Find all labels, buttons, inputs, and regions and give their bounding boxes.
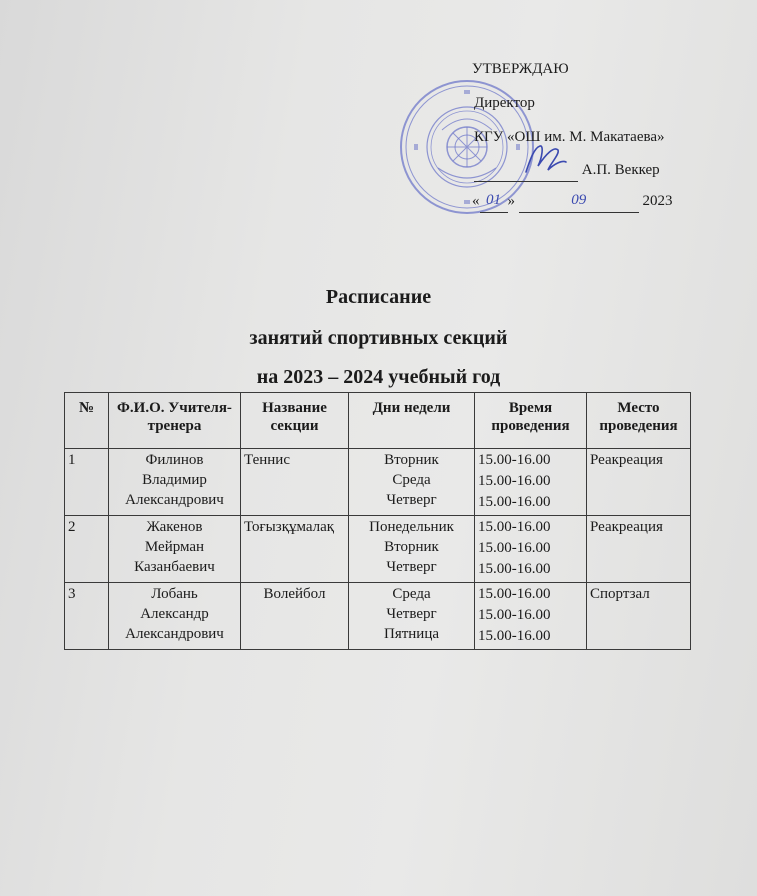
- day: Понедельник: [369, 519, 454, 535]
- approval-date: [472, 189, 673, 213]
- row-section: Теннис: [241, 449, 349, 516]
- document-subtitle: занятий спортивных секций: [249, 327, 508, 349]
- day: Среда: [392, 586, 431, 602]
- header-days: Дни недели: [349, 393, 475, 449]
- row-number: 2: [65, 516, 109, 583]
- day: Вторник: [384, 452, 439, 468]
- header-teacher: Ф.И.О. Учителя-тренера: [109, 393, 241, 449]
- day: Четверг: [386, 492, 437, 508]
- day: Вторник: [384, 539, 439, 555]
- row-place: Реакреация: [587, 516, 691, 583]
- approval-heading: УТВЕРЖДАЮ: [472, 61, 569, 77]
- teacher-firstname: Мейрман: [144, 539, 205, 555]
- day: Среда: [392, 472, 431, 488]
- table-row: [65, 449, 691, 516]
- row-place: Реакреация: [587, 449, 691, 516]
- approval-signatory: А.П. Веккер: [581, 162, 660, 178]
- row-teacher: [109, 516, 241, 583]
- table-header-row: [65, 393, 691, 449]
- document-title: Расписание: [325, 286, 432, 308]
- teacher-surname: Лобань: [151, 586, 198, 602]
- row-teacher: [109, 583, 241, 650]
- table-row: [65, 516, 691, 583]
- date-open-quote: «: [472, 193, 480, 209]
- time-slot: 15.00-16.00: [478, 607, 551, 623]
- date-close-quote: »: [507, 193, 515, 209]
- table-row: [65, 583, 691, 650]
- header-time: Время проведения: [475, 393, 587, 449]
- row-place: Спортзал: [587, 583, 691, 650]
- teacher-firstname: Владимир: [142, 472, 207, 488]
- approval-organization: КГУ «ОШ им. М. Макатаева»: [474, 129, 665, 145]
- row-days: [349, 449, 475, 516]
- row-days: [349, 583, 475, 650]
- time-slot: 15.00-16.00: [478, 540, 551, 556]
- date-year: 2023: [642, 193, 673, 209]
- date-day: 01: [480, 189, 508, 213]
- row-number: 1: [65, 449, 109, 516]
- schedule-table: [64, 392, 691, 650]
- teacher-patronymic: Александрович: [125, 626, 224, 642]
- teacher-firstname: Александр: [140, 606, 209, 622]
- row-section: Тоғызқұмалақ: [241, 516, 349, 583]
- day: Пятница: [383, 626, 440, 642]
- time-slot: 15.00-16.00: [478, 494, 551, 510]
- teacher-surname: Жакенов: [146, 519, 203, 535]
- row-teacher: [109, 449, 241, 516]
- teacher-patronymic: Александрович: [125, 492, 224, 508]
- teacher-surname: Филинов: [145, 452, 204, 468]
- day: Четверг: [386, 559, 437, 575]
- header-number: №: [65, 393, 109, 449]
- row-number: 3: [65, 583, 109, 650]
- row-days: [349, 516, 475, 583]
- row-times: [475, 516, 587, 583]
- row-times: [475, 583, 587, 650]
- time-slot: 15.00-16.00: [478, 452, 551, 468]
- row-times: [475, 449, 587, 516]
- signature-blank: [474, 163, 578, 182]
- row-section: Волейбол: [241, 583, 349, 650]
- header-place: Место проведения: [587, 393, 691, 449]
- approval-signature-line: [474, 159, 660, 182]
- time-slot: 15.00-16.00: [478, 473, 551, 489]
- header-section: Название секции: [241, 393, 349, 449]
- day: Четверг: [386, 606, 437, 622]
- approval-position: Директор: [474, 95, 535, 111]
- date-month: 09: [519, 189, 639, 213]
- time-slot: 15.00-16.00: [478, 628, 551, 644]
- time-slot: 15.00-16.00: [478, 561, 551, 577]
- document-year: на 2023 – 2024 учебный год: [256, 366, 501, 388]
- time-slot: 15.00-16.00: [478, 519, 551, 535]
- time-slot: 15.00-16.00: [478, 586, 551, 602]
- teacher-patronymic: Казанбаевич: [134, 559, 215, 575]
